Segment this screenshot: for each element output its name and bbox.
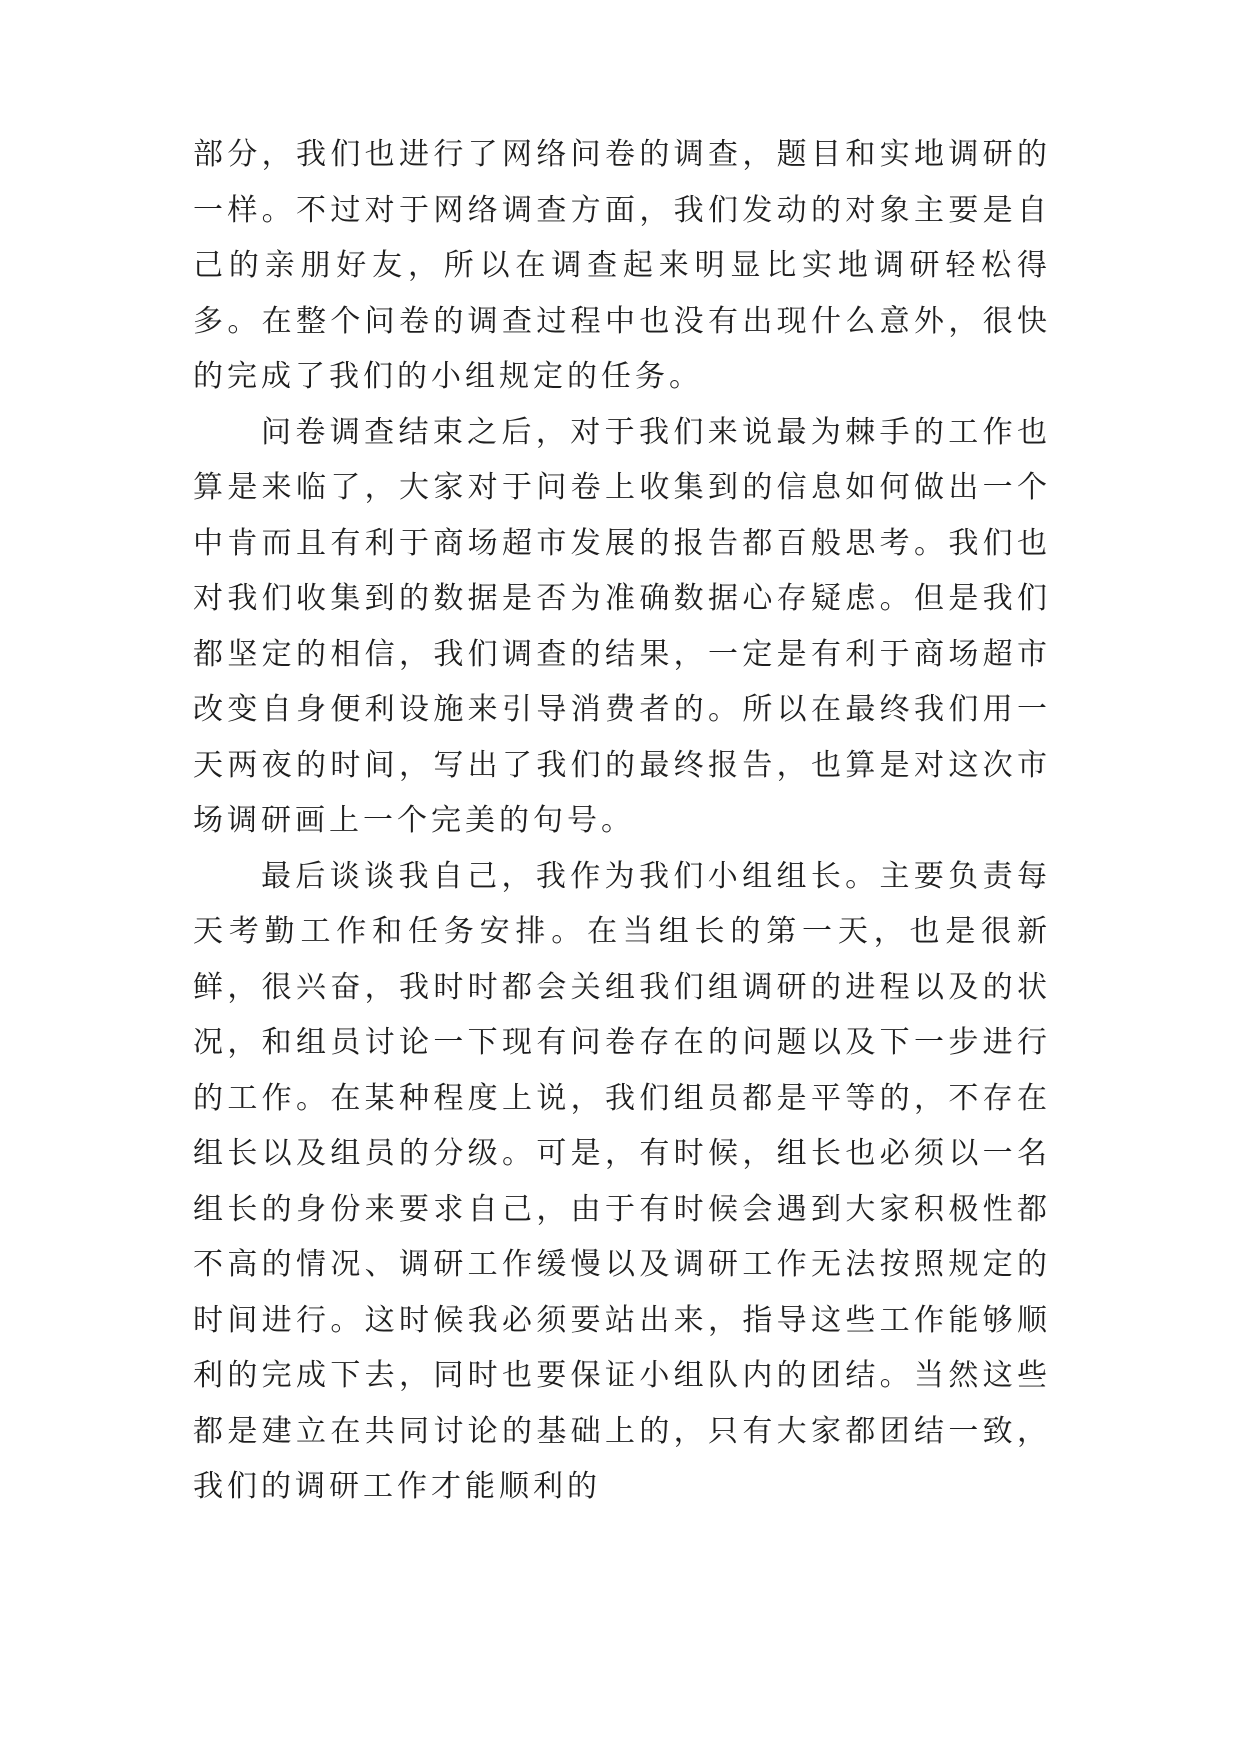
paragraph-continuation: 部分，我们也进行了网络问卷的调查，题目和实地调研的一样。不过对于网络调查方面，我们发动的对象主要是自己的亲朋好友，所以在调查起来明显比实地调研轻松得多。在整个问卷的调查过程中也没有出现什么意外，很快的完成了我们的小组规定的任务。 xyxy=(193,137,1051,394)
paragraph-group-leader: 最后谈谈我自己，我作为我们小组组长。主要负责每天考勤工作和任务安排。在当组长的第一天，也是很新鲜，很兴奋，我时时都会关组我们组调研的进程以及的状况，和组员讨论一下现有问卷存在的问题以及下一步进行的工作。在某种程度上说，我们组员都是平等的，不存在组长以及组员的分级。可是，有时候，组长也必须以一名组长的身份来要求自己，由于有时候会遇到大家积极性都不高的情况、调研工作缓慢以及调研工作无法按照规定的时间进行。这时候我必须要站出来，指导这些工作能够顺利的完成下去，同时也要保证小组队内的团结。当然这些都是建立在共同讨论的基础上的，只有大家都团结一致，我们的调研工作才能顺利的 xyxy=(193,858,1051,1504)
document-body xyxy=(193,127,1051,1515)
paragraph-report-writing: 问卷调查结束之后，对于我们来说最为棘手的工作也算是来临了，大家对于问卷上收集到的信息如何做出一个中肯而且有利于商场超市发展的报告都百般思考。我们也对我们收集到的数据是否为准确数据心存疑虑。但是我们都坚定的相信，我们调查的结果，一定是有利于商场超市改变自身便利设施来引导消费者的。所以在最终我们用一天两夜的时间，写出了我们的最终报告，也算是对这次市场调研画上一个完美的句号。 xyxy=(193,414,1051,838)
